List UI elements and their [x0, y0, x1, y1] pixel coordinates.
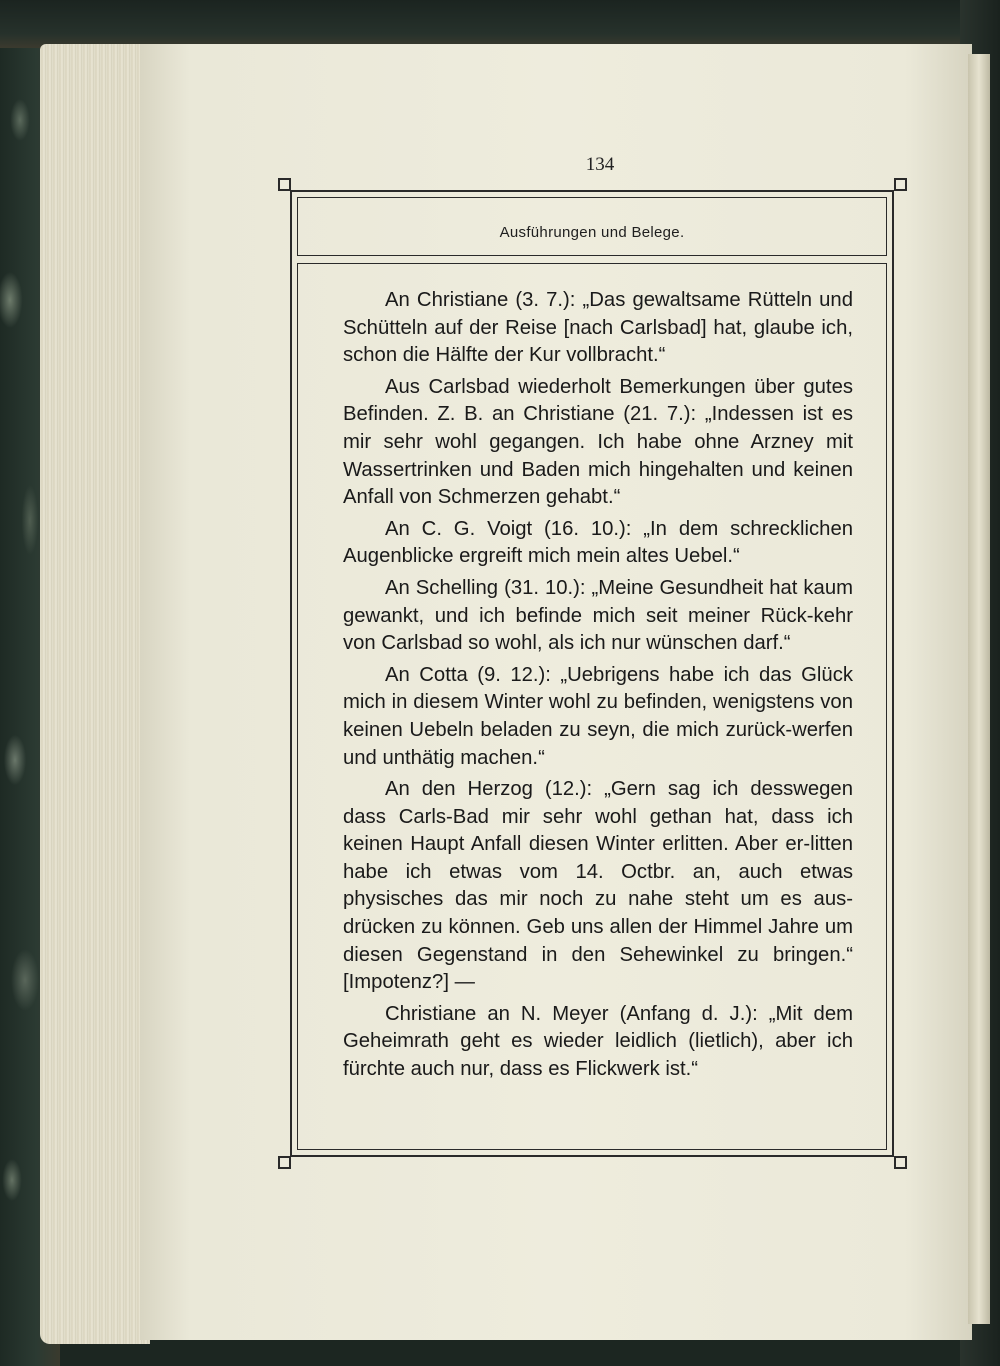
page-gutter	[968, 54, 990, 1324]
body-text	[343, 287, 853, 1088]
frame-corner-bottom-right	[894, 1156, 907, 1169]
paragraph: An Christiane (3. 7.): „Das gewaltsame Rütteln und Schütteln auf der Reise [nach Carlsbad] hat, glaube ich, schon die Hälfte der Kur vollbracht.“	[343, 289, 853, 367]
page-edges	[40, 44, 150, 1344]
paragraph: An Cotta (9. 12.): „Uebrigens habe ich das Glück mich in diesem Winter wohl zu befinden, wenigstens von keinen Uebeln beladen zu seyn, die mich zurück-werfen und unthätig machen.“	[343, 663, 853, 769]
paragraph: Christiane an N. Meyer (Anfang d. J.): „Mit dem Geheimrath geht es wieder leidlich (lietlich), aber ich fürchte auch nur, dass es Flickwerk ist.“	[343, 1002, 853, 1081]
frame-corner-top-right	[894, 178, 907, 191]
frame-corner-top-left	[278, 178, 291, 191]
paragraph: Aus Carlsbad wiederholt Bemerkungen über gutes Befinden. Z. B. an Christiane (21. 7.): „Indessen ist es mir sehr wohl gegangen. Ich habe ohne Arzney mit Wassertrinken und Baden mich hingehalten und keinen Anfall von Schmerzen gehabt.“	[343, 375, 853, 509]
paragraph: An Schelling (31. 10.): „Meine Gesundheit hat kaum gewankt, und ich befinde mich seit meiner Rück-kehr von Carlsbad so wohl, als ich nur wünschen darf.“	[343, 576, 853, 655]
paragraph: An C. G. Voigt (16. 10.): „In dem schrecklichen Augenblicke ergreift mich mein altes Uebel.“	[343, 517, 853, 568]
paragraph: An den Herzog (12.): „Gern sag ich desswegen dass Carls-Bad mir sehr wohl gethan hat, dass ich keinen Haupt Anfall diesen Winter erlitten. Aber er-litten habe ich etwas vom 14. Octbr. an, auch etwas physisches das mir noch zu nahe steht um es aus-drücken zu können. Geb uns allen der Himmel Jahre um diesen Gegenstand in den Sehewinkel zu bringen.“ [Impotenz?] —	[343, 778, 853, 994]
book-cover-top	[0, 0, 1000, 48]
page-number: 134	[585, 154, 615, 175]
running-head: Ausführungen und Belege.	[499, 224, 685, 241]
frame-corner-bottom-left	[278, 1156, 291, 1169]
